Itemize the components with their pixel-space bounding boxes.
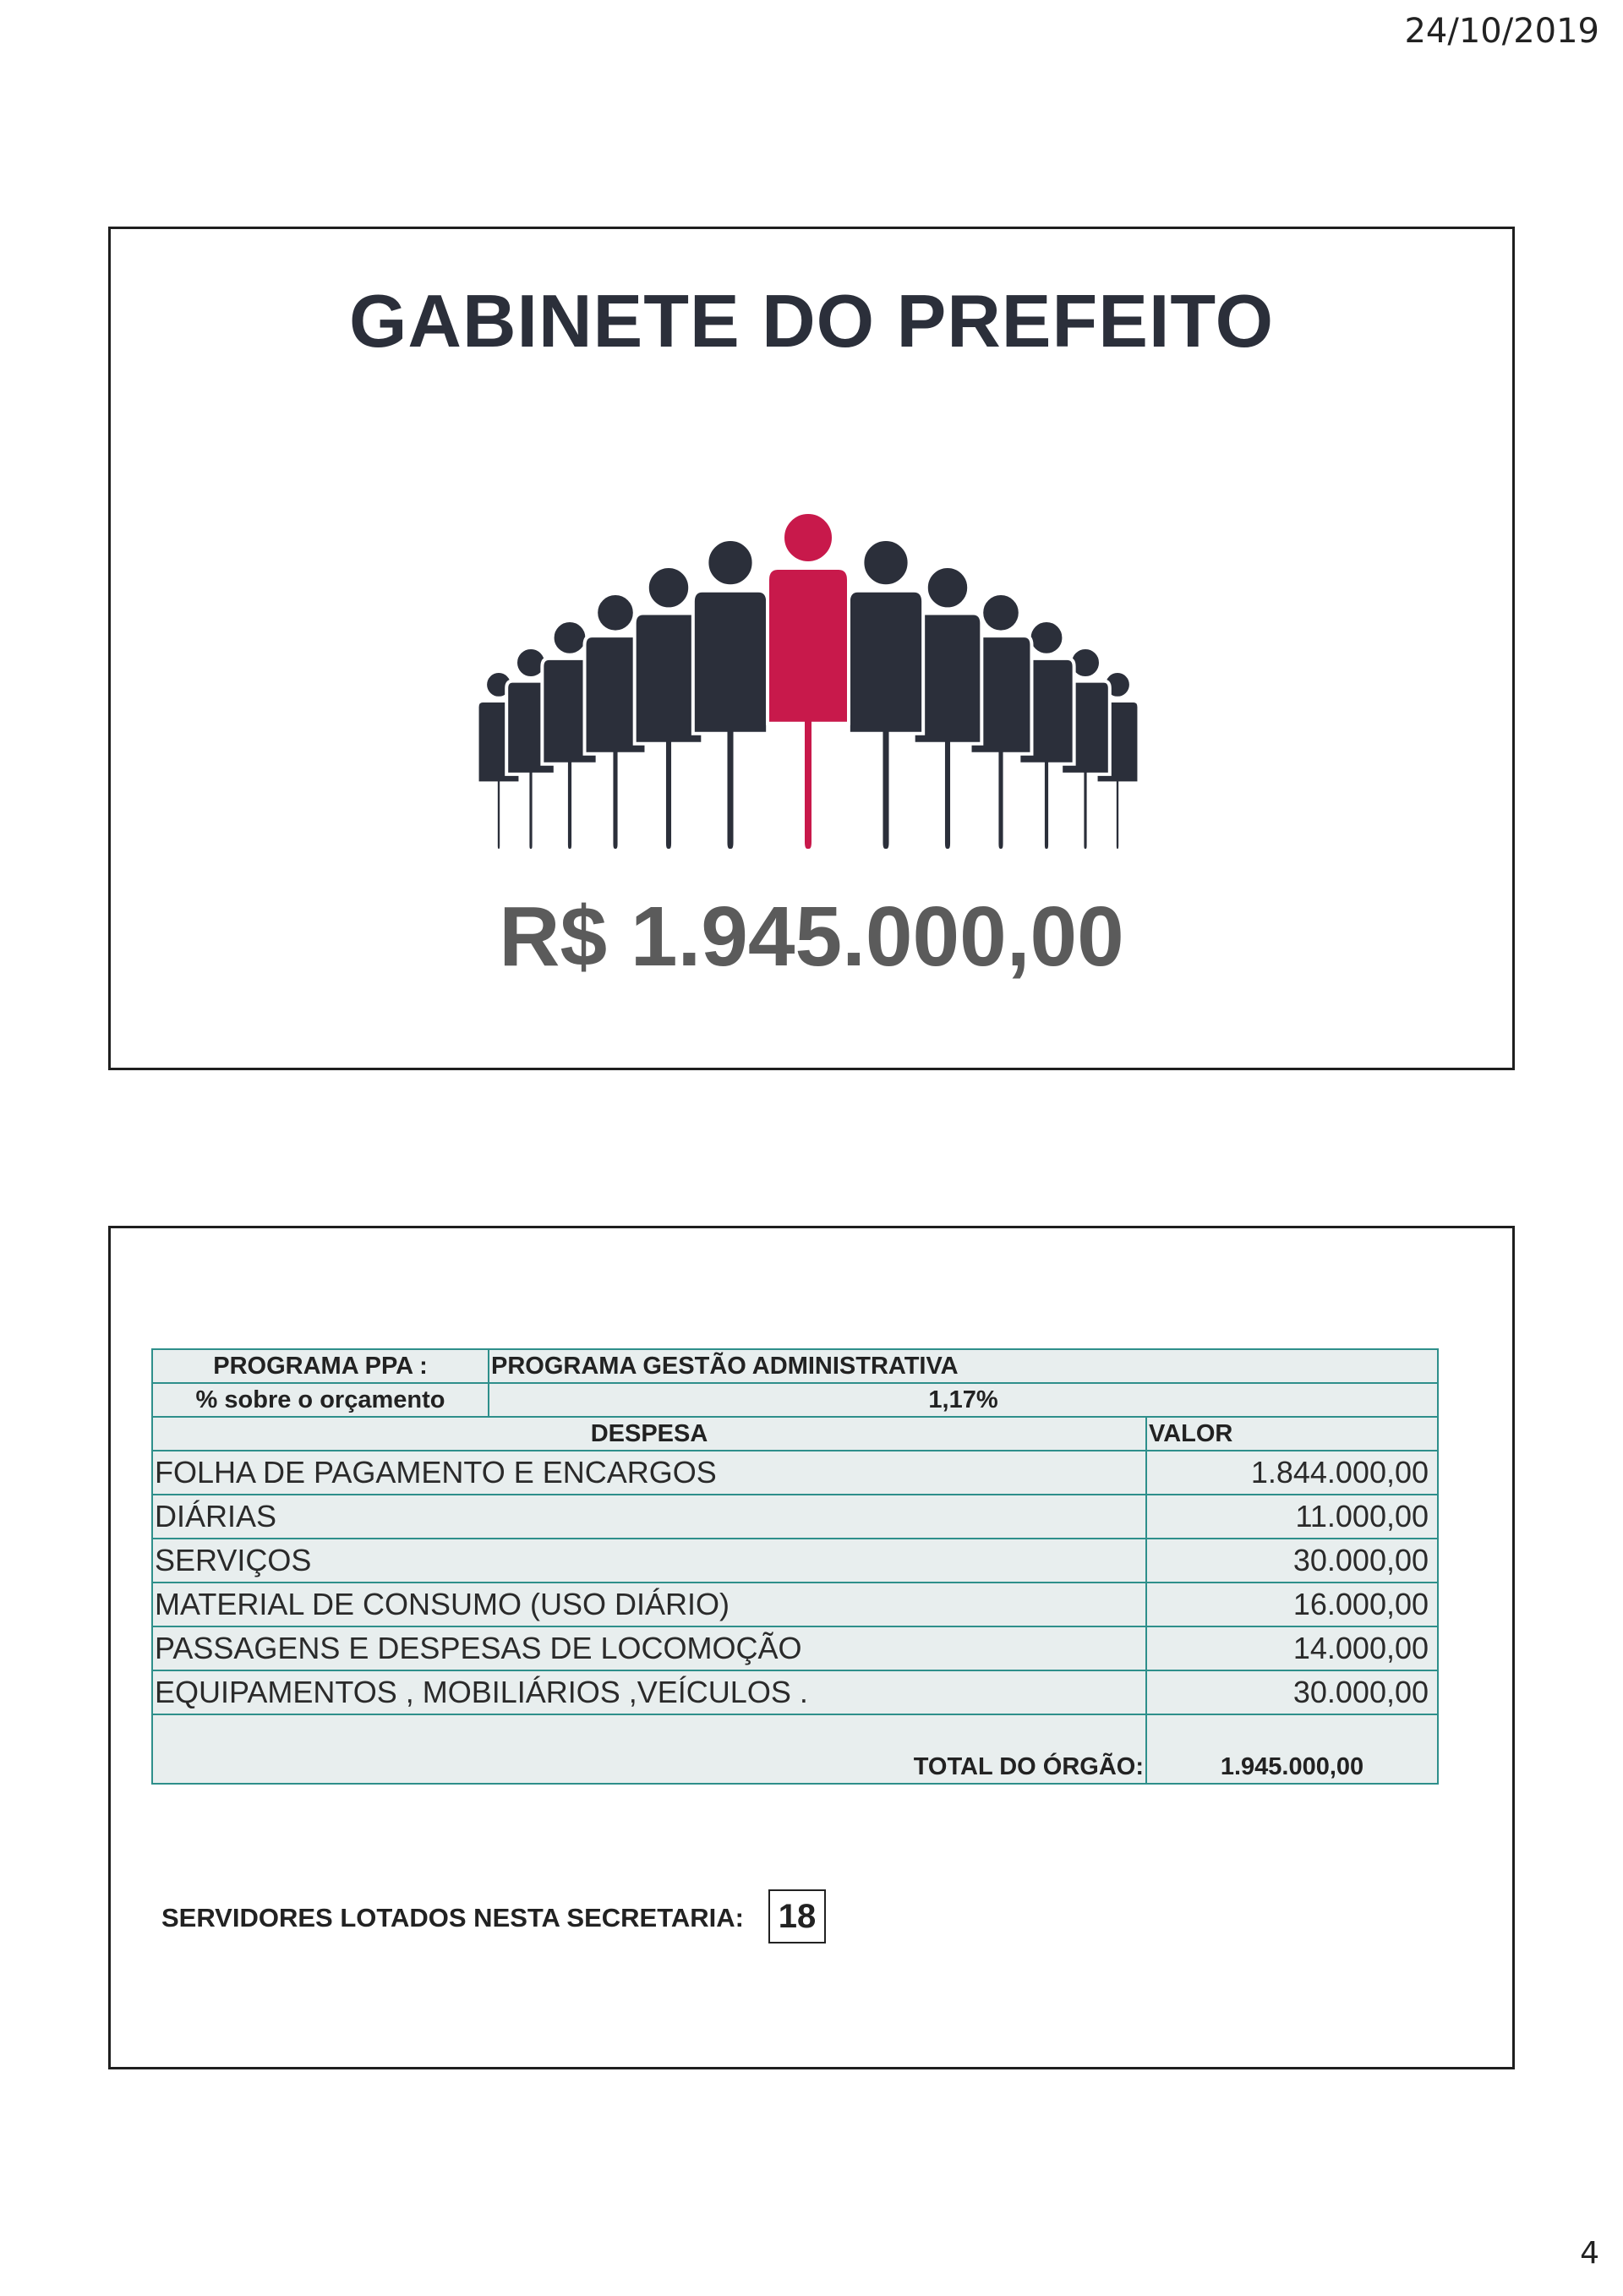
despesa-cell: EQUIPAMENTOS , MOBILIÁRIOS ,VEÍCULOS . [152, 1670, 1146, 1714]
person-figure [849, 539, 923, 850]
total-label: TOTAL DO ÓRGÃO: [152, 1714, 1146, 1784]
table-row [152, 1583, 1438, 1626]
page-date: 24/10/2019 [1404, 12, 1599, 51]
program-row [152, 1349, 1438, 1383]
servers-label: SERVIDORES LOTADOS NESTA SECRETARIA: [161, 1903, 744, 1932]
valor-cell: 11.000,00 [1146, 1495, 1438, 1539]
percent-row [152, 1383, 1438, 1417]
valor-cell: 30.000,00 [1146, 1539, 1438, 1583]
program-label: PROGRAMA PPA : [152, 1349, 489, 1383]
slide-title: GABINETE DO PREFEITO [348, 279, 1275, 363]
percent-label: % sobre o orçamento [152, 1383, 489, 1417]
people-group-icon [432, 512, 1184, 859]
total-value: 1.945.000,00 [1146, 1714, 1438, 1784]
table-row [152, 1451, 1438, 1495]
valor-cell: 14.000,00 [1146, 1626, 1438, 1670]
servers-count-box: 18 [768, 1889, 826, 1943]
page-number: 4 [1580, 2236, 1599, 2271]
valor-cell: 16.000,00 [1146, 1583, 1438, 1626]
despesa-cell: MATERIAL DE CONSUMO (USO DIÁRIO) [152, 1583, 1146, 1626]
total-row [152, 1714, 1438, 1784]
slide-budget-table [108, 1226, 1515, 2069]
program-value: PROGRAMA GESTÃO ADMINISTRATIVA [489, 1349, 1438, 1383]
budget-table [151, 1348, 1439, 1785]
column-header-valor: VALOR [1146, 1417, 1438, 1451]
total-amount: R$ 1.945.000,00 [499, 889, 1124, 984]
person-figure [768, 512, 849, 850]
valor-cell: 30.000,00 [1146, 1670, 1438, 1714]
despesa-cell: PASSAGENS E DESPESAS DE LOCOMOÇÃO [152, 1626, 1146, 1670]
table-row [152, 1539, 1438, 1583]
table-row [152, 1495, 1438, 1539]
table-row [152, 1670, 1438, 1714]
despesa-cell: DIÁRIAS [152, 1495, 1146, 1539]
valor-cell: 1.844.000,00 [1146, 1451, 1438, 1495]
column-header-despesa: DESPESA [152, 1417, 1146, 1451]
person-figure [693, 539, 768, 850]
column-header-row [152, 1417, 1438, 1451]
slide-gabinete-summary [108, 227, 1515, 1070]
percent-value: 1,17% [489, 1383, 1438, 1417]
table-row [152, 1626, 1438, 1670]
despesa-cell: SERVIÇOS [152, 1539, 1146, 1583]
despesa-cell: FOLHA DE PAGAMENTO E ENCARGOS [152, 1451, 1146, 1495]
